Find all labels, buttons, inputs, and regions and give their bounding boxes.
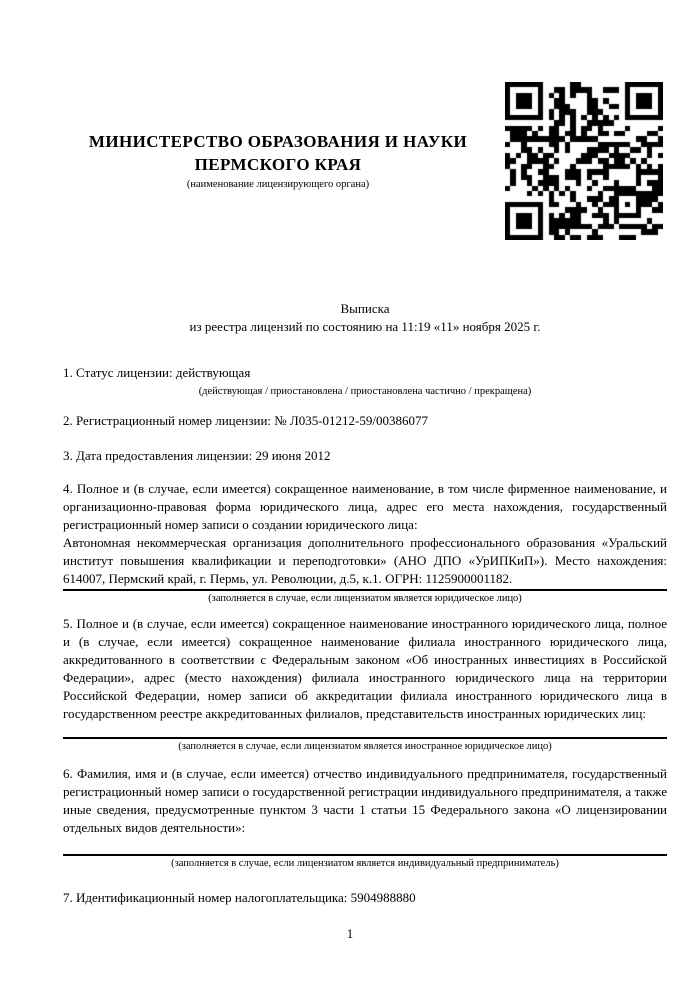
entrepreneur-note: (заполняется в случае, если лицензиатом является индивидуальный предприниматель) <box>171 858 559 869</box>
entrepreneur-fill-line <box>63 854 667 856</box>
document-subtitle: из реестра лицензий по состоянию на 11:19 «11» ноября 2025 г. <box>189 319 541 334</box>
section-legal-entity <box>63 480 667 605</box>
license-status-options-note: (действующая / приостановлена / приостановлена частично / прекращена) <box>198 386 532 397</box>
inn-line: 7. Идентификационный номер налогоплательщика: 5904988880 <box>63 890 416 905</box>
foreign-entity-fill-line <box>63 737 667 739</box>
section-registration-number <box>63 412 667 430</box>
org-caption: (наименование лицензирующего органа) <box>186 179 370 190</box>
legal-entity-fill-line <box>63 589 667 591</box>
section-license-date <box>63 447 667 465</box>
registration-number-line: 2. Регистрационный номер лицензии: № Л035-01212-59/00386077 <box>63 413 429 428</box>
license-date-line: 3. Дата предоставления лицензии: 29 июня 2012 <box>63 448 331 463</box>
org-name-line2: ПЕРМСКОГО КРАЯ <box>194 155 362 174</box>
section-inn <box>63 889 667 907</box>
foreign-entity-note: (заполняется в случае, если лицензиатом является иностранное юридическое лицо) <box>178 741 552 752</box>
entrepreneur-question: 6. Фамилия, имя и (в случае, если имеется) отчество индивидуального предпринимателя, государственный регистрационный номер записи о государственной регистрации индивидуального предпринимателя, а также иные сведения, предусмотренные пунктом 3 части 1 статьи 15 Федерального закона «О лицензировании отдельных видов деятельности»: <box>63 766 667 835</box>
foreign-entity-question: 5. Полное и (в случае, если имеется) сокращенное наименование иностранного юридического лица, полное и (в случае, если имеется) сокращенное наименование филиала иностранного юридического лица, аккредитованного в соответствии с Федеральным законом «Об иностранных инвестициях в Российской Федерации», адрес (место нахождения) филиала иностранного юридического лица на территории Российской Федерации, номер записи об аккредитации филиала иностранного юридического лица в государственном реестре аккредитованных филиалов, представительств иностранных юридических лиц: <box>63 616 667 721</box>
page-number: 1 <box>346 926 354 941</box>
legal-entity-note: (заполняется в случае, если лицензиатом является юридическое лицо) <box>208 593 522 604</box>
qr-code <box>505 82 663 240</box>
section-license-status <box>63 364 667 398</box>
org-name-line1: МИНИСТЕРСТВО ОБРАЗОВАНИЯ И НАУКИ <box>88 132 468 151</box>
legal-entity-question: 4. Полное и (в случае, если имеется) сокращенное наименование, в том числе фирменное наименование, и организационно-правовая форма юридического лица, адрес его места нахождения, государственный регистрационный номер записи о создании юридического лица: <box>63 481 667 532</box>
document-title: Выписка <box>340 301 390 316</box>
section-entrepreneur <box>63 765 667 870</box>
licensing-authority-header <box>63 130 493 191</box>
section-foreign-entity <box>63 615 667 753</box>
document-title-block <box>63 300 667 336</box>
legal-entity-answer: Автономная некоммерческая организация дополнительного профессионального образования «Уральский институт повышения квалификации и переподготовки» (АНО ДПО «УрИПКиП»). Место нахождения: 614007, Пермский край, г. Пермь, ул. Революции, д.5, к.1. ОГРН: 1125900001182. <box>63 535 667 586</box>
license-status-line: 1. Статус лицензии: действующая <box>63 365 251 380</box>
